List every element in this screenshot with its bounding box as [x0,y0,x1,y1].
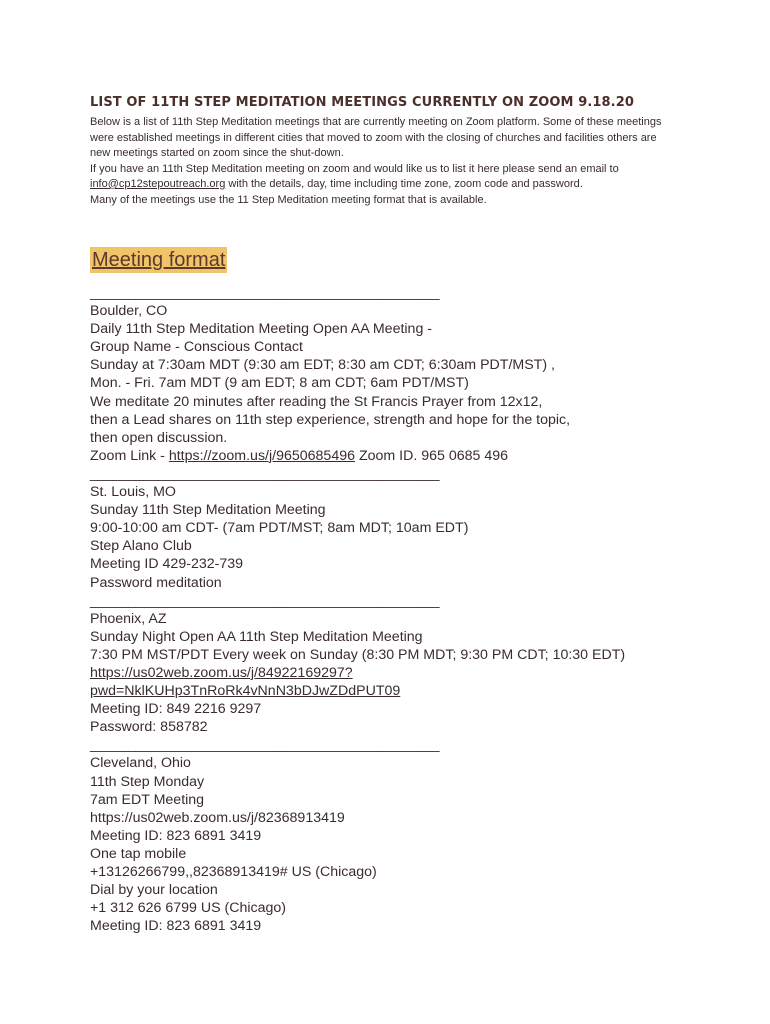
phoenix-time: 7:30 PM MST/PDT Every week on Sunday (8:30 PM MDT; 9:30 PM CDT; 10:30 EDT) [90,646,626,663]
stlouis-venue: Step Alano Club [90,538,192,555]
stlouis-meeting-id: Meeting ID 429-232-739 [90,556,244,573]
stlouis-time: 9:00-10:00 am CDT- (7am PDT/MST; 8am MDT; 10am EDT) [90,520,469,537]
cleveland-dial: Dial by your location [90,882,218,899]
boulder-name: Daily 11th Step Meditation Meeting Open AA Meeting - [90,321,433,338]
cleveland-one-tap: One tap mobile [90,845,187,862]
cleveland-dial-number: +1 312 626 6799 US (Chicago) [90,900,286,917]
boulder-zoom-id: Zoom ID. 965 0685 496 [355,447,509,464]
intro-paragraph-1: Below is a list of 11th Step Meditation meetings that are currently meeting on Zoom platform. Some of these meetings were established meetings in different cities that moved to zoom with the closing of churches and facilities others are new meetings started on zoom since the shut-down. [90,116,662,159]
cleveland-one-tap-number: +13126266799,,82368913419# US (Chicago) [90,864,377,880]
intro-p2-after: with the details, day, time including time zone, zoom code and password. [225,178,583,190]
cleveland-meeting-id: Meeting ID: 823 6891 3419 [90,827,262,844]
phoenix-meeting-id: Meeting ID: 849 2216 9297 [90,701,262,718]
phoenix-zoom-link-part-1[interactable]: https://us02web.zoom.us/j/84922169297? [90,664,353,681]
boulder-desc-3: then open discussion. [90,429,228,446]
phoenix-zoom-link-cont[interactable] [90,682,690,700]
intro-text [90,115,670,208]
boulder-zoom [90,447,690,465]
intro-paragraph-2 [90,162,670,193]
cleveland-time: 7am EDT Meeting [90,791,205,808]
boulder-group: Group Name - Conscious Contact [90,339,303,356]
meeting-format-link[interactable]: Meeting format [92,249,226,271]
intro-paragraph-3: Many of the meetings use the 11 Step Meditation meeting format that is available. [90,193,487,206]
boulder-desc-1: We meditate 20 minutes after reading the St Francis Prayer from 12x12, [90,393,543,410]
divider: ______________________________________________ [90,465,440,482]
boulder-zoom-prefix: Zoom Link - [90,447,169,464]
phoenix-city: Phoenix, AZ [90,610,167,627]
divider: ______________________________________________ [90,285,440,301]
boulder-weekday: Mon. - Fri. 7am MDT (9 am EDT; 8 am CDT; 6am PDT/MST) [90,375,469,392]
divider: ______________________________________________ [90,592,440,609]
divider: ______________________________________________ [90,737,440,754]
meetings-list [90,284,690,935]
intro-p2-before: If you have an 11th Step Meditation meeting on zoom and would like us to list it here please send an email to [90,162,619,175]
stlouis-name: Sunday 11th Step Meditation Meeting [90,502,326,519]
phoenix-zoom-link-part-2[interactable]: pwd=NklKUHp3TnRoRk4vNnN3bDJwZDdPUT09 [90,683,401,700]
boulder-desc-2: then a Lead shares on 11th step experience, strength and hope for the topic, [90,411,571,428]
stlouis-city: St. Louis, MO [90,484,176,501]
cleveland-city: Cleveland, Ohio [90,755,191,772]
cleveland-name: 11th Step Monday [90,773,205,790]
phoenix-zoom-link[interactable] [90,664,690,682]
phoenix-password: Password: 858782 [90,719,208,736]
boulder-city: Boulder, CO [90,303,168,320]
contact-email-link[interactable]: info@cp12stepoutreach.org [90,178,226,190]
cleveland-meeting-id-2: Meeting ID: 823 6891 3419 [90,918,262,935]
stlouis-password: Password meditation [90,574,222,591]
cleveland-link: https://us02web.zoom.us/j/82368913419 [90,809,345,826]
boulder-zoom-link[interactable]: https://zoom.us/j/9650685496 [168,447,355,464]
boulder-sunday: Sunday at 7:30am MDT (9:30 am EDT; 8:30 am CDT; 6:30am PDT/MST) , [90,357,555,374]
phoenix-name: Sunday Night Open AA 11th Step Meditation Meeting [90,628,423,645]
page-title: LIST OF 11TH STEP MEDITATION MEETINGS CURRENTLY ON ZOOM 9.18.20 [90,95,635,110]
